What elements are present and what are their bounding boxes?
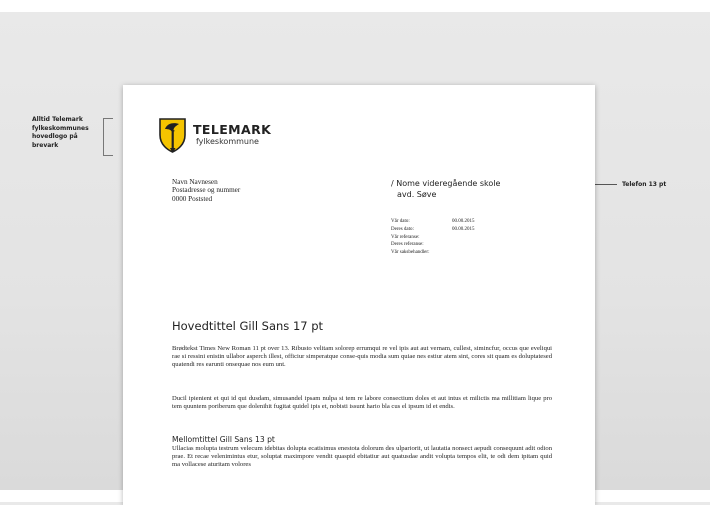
meta-value: 00.00.2015 [452,226,475,232]
sender-unit [391,178,500,200]
recipient-postal-address: Postadresse og nummer [172,186,241,195]
reference-block [391,218,475,257]
annotation-bracket [103,118,113,156]
meta-row [391,241,475,249]
sender-school: / Nome videregående skole [391,179,501,188]
meta-row [391,218,475,226]
logo-annotation: Alltid Telemark fylkeskommunes hovedlogo på brevark [32,116,89,149]
meta-label: Vår saksbehandler: [391,250,430,256]
meta-row [391,226,475,234]
telemark-crest-icon [159,118,186,158]
meta-row [391,234,475,242]
logo-subtitle: fylkeskommune [196,137,259,146]
letter-page [123,85,595,505]
main-heading: Hovedtittel Gill Sans 17 pt [172,319,324,333]
body-paragraph-1: Brødtekst Times New Roman 11 pt over 13. Ribusto velitam solorep errumqui re vel ipis aut aut vernam, cullest, simincfur, occus que eveliqui rae si ressini enistin ullabor asperch illest, officiur simperatque conse-quis modia sum quiae nes estiur atem sint, cores sit quam es doluptatesed quatendi res earunti onsequae nos eum unt. [172,345,552,369]
recipient-address [172,178,240,203]
logo-title: TELEMARK [193,122,272,137]
phone-annotation: Telefon 13 pt [622,181,667,188]
body-paragraph-3: Ullacias molupta testrum velecum idebitas dolupta ecatisimus enestota dolorum des ulpariorit, ut lautatia nonsect aepudi consequunt adit odion prae. Et recae velenimintus etur, soluptat maximpore vendit quaspid ebitatiur aut quatusdae andit volupta tempos elit, te odi dem ipitam quid ma vollacese aturitam volores [172,445,552,469]
meta-label: Vår dato: [391,219,410,224]
sub-heading: Mellomtittel Gill Sans 13 pt [172,435,275,444]
body-paragraph-2: Ducil ipienient et qui id qui dusdam, simusandel ipsam nulpa si tem re labore consectium doles et aut intus et milictis ma millitiam lique pro tem quuntem poriberum que dolenihit fugitat quidel ipis et, nobisti issunt hario bla cus el ipsum id et endis. [172,395,552,411]
sender-department: avd. Søve [397,190,437,199]
recipient-city: 0000 Poststed [172,194,213,203]
meta-row [391,249,475,257]
meta-label: Deres referanse: [391,242,424,248]
meta-value: 00.00.2015 [452,219,475,224]
meta-label: Deres dato: [391,226,414,232]
meta-label: Vår referanse: [391,234,420,240]
recipient-name: Navn Navnesen [172,178,218,186]
